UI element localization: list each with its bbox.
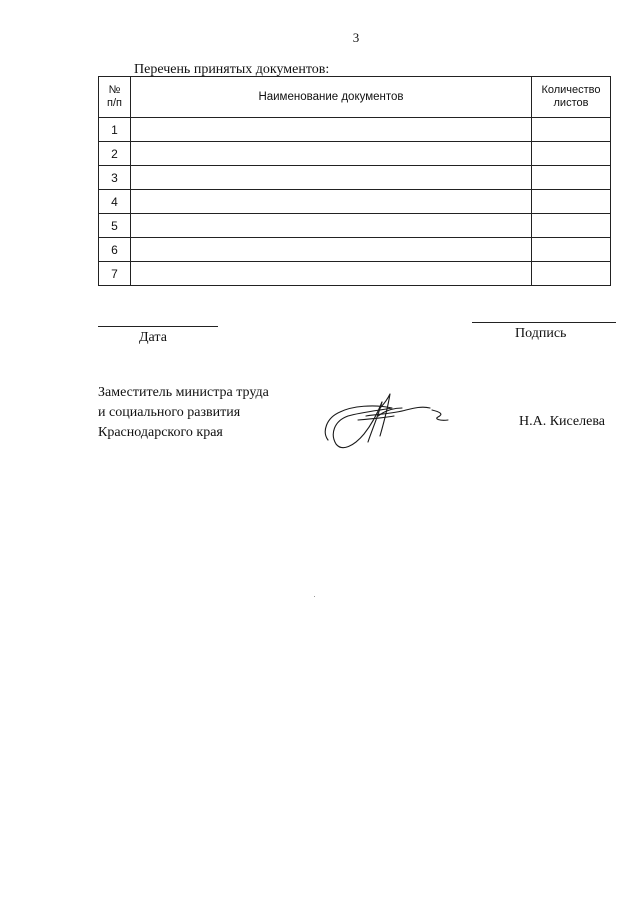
column-header-sheets [532, 77, 611, 118]
signatory-position [98, 383, 269, 443]
row-number: 5 [99, 214, 131, 238]
table-header-row [99, 77, 611, 118]
sheet-count-cell [532, 238, 611, 262]
scan-speck [314, 596, 315, 597]
document-list-heading: Перечень принятых документов: [134, 62, 330, 77]
column-header-number-line2: п/п [107, 97, 122, 109]
sheet-count-cell [532, 142, 611, 166]
signature-label: Подпись [515, 326, 567, 341]
row-number: 4 [99, 190, 131, 214]
column-header-sheets-line2: листов [553, 97, 589, 109]
column-header-name: Наименование документов [131, 77, 532, 118]
sheet-count-cell [532, 166, 611, 190]
row-number: 1 [99, 118, 131, 142]
handwritten-signature [318, 386, 456, 456]
column-header-number [99, 77, 131, 118]
table-row [99, 190, 611, 214]
date-line [98, 326, 218, 327]
sheet-count-cell [532, 262, 611, 286]
table-row [99, 214, 611, 238]
column-header-sheets-line1: Количество [541, 84, 601, 96]
row-number: 6 [99, 238, 131, 262]
page-number: 3 [352, 30, 360, 45]
table-row [99, 166, 611, 190]
signature-line [472, 322, 616, 323]
document-name-cell [131, 166, 532, 190]
document-list-table [98, 76, 611, 286]
table-row [99, 238, 611, 262]
table-row [99, 262, 611, 286]
sheet-count-cell [532, 214, 611, 238]
table-row [99, 118, 611, 142]
date-label: Дата [139, 330, 167, 345]
column-header-number-line1: № [108, 84, 121, 96]
document-name-cell [131, 190, 532, 214]
position-line: и социального развития [98, 405, 241, 420]
document-name-cell [131, 262, 532, 286]
table-row [99, 142, 611, 166]
document-name-cell [131, 214, 532, 238]
sheet-count-cell [532, 190, 611, 214]
document-name-cell [131, 238, 532, 262]
signatory-name: Н.А. Киселева [519, 414, 605, 429]
position-line: Заместитель министра труда [98, 385, 269, 400]
document-name-cell [131, 118, 532, 142]
document-name-cell [131, 142, 532, 166]
position-line: Краснодарского края [98, 425, 223, 440]
row-number: 3 [99, 166, 131, 190]
row-number: 2 [99, 142, 131, 166]
row-number: 7 [99, 262, 131, 286]
sheet-count-cell [532, 118, 611, 142]
